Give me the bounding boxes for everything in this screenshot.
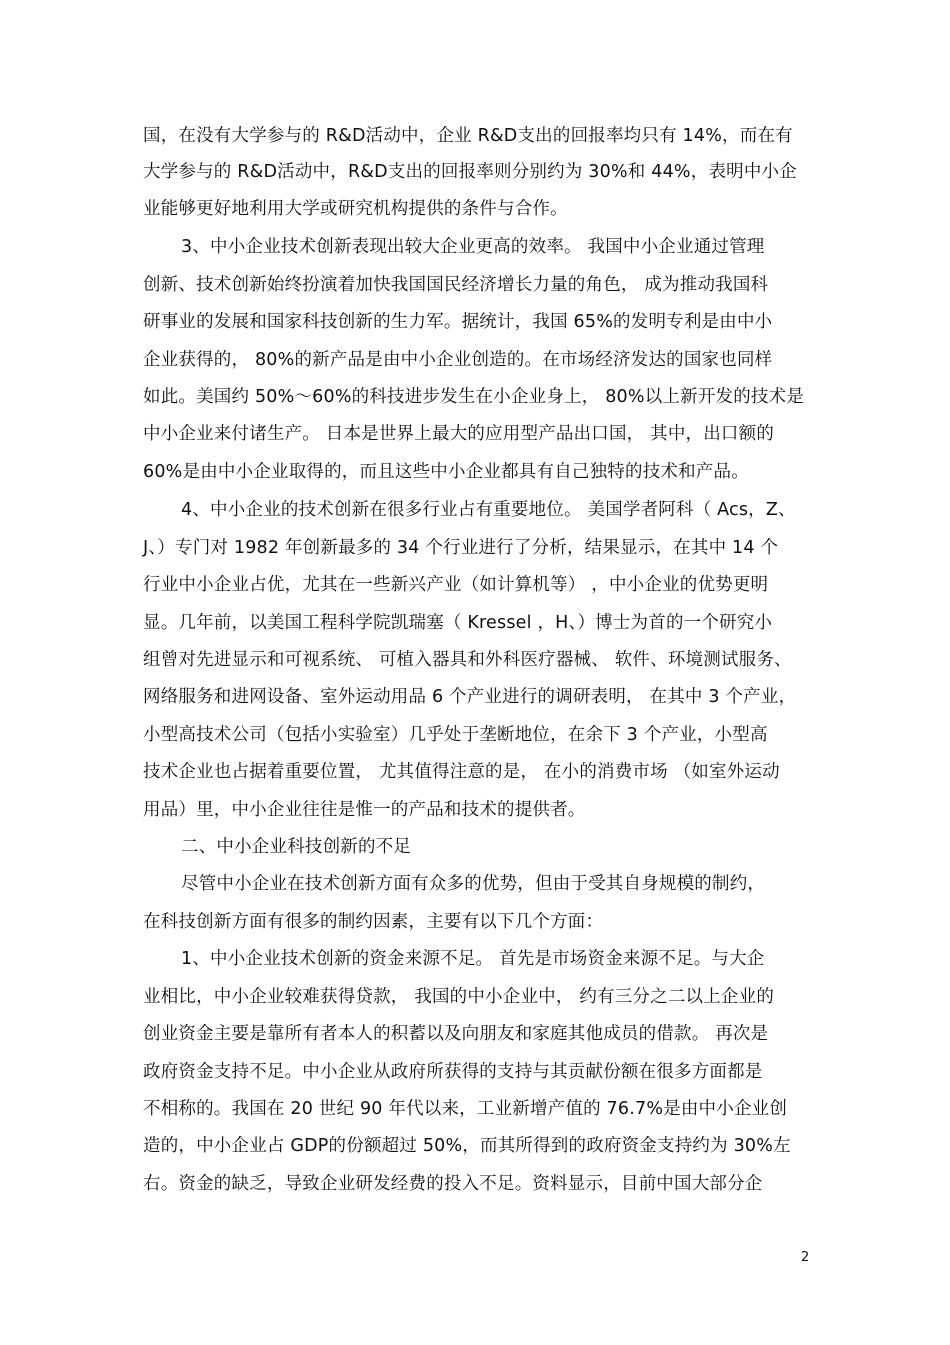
text-line: 用品）里，中小企业往往是惟一的产品和技术的提供者。 <box>143 800 586 820</box>
text-line: 创新、技术创新始终扮演着加快我国国民经济增长力量的角色， 成为推动我国科 <box>143 275 769 295</box>
text-line: 研事业的发展和国家科技创新的生力军。据统计，我国 65%的发明专利是由中小 <box>143 312 773 332</box>
text-line: 3、中小企业技术创新表现出较大企业更高的效率。 我国中小企业通过管理 <box>181 237 765 257</box>
text-line: 不相称的。我国在 20 世纪 90 年代以来，工业新增产值的 76.7%是由中小企业创 <box>143 1099 788 1119</box>
text-line: 尽管中小企业在技术创新方面有众多的优势，但由于受其自身规模的制约， <box>181 874 766 894</box>
page-number: 2 <box>801 1250 810 1265</box>
text-line: 60%是由中小企业取得的，而且这些中小企业都具有自己独特的技术和产品。 <box>143 462 749 482</box>
text-line: 业相比，中小企业较难获得贷款， 我国的中小企业中， 约有三分之二以上企业的 <box>143 987 775 1007</box>
text-line: 中小企业来付诸生产。 日本是世界上最大的应用型产品出口国， 其中，出口额的 <box>143 424 775 444</box>
text-line: 造的，中小企业占 GDP的份额超过 50%，而其所得到的政府资金支持约为 30%左 <box>143 1136 791 1156</box>
text-line: 技术企业也占据着重要位置， 尤其值得注意的是， 在小的消费市场 （如室外运动 <box>143 762 780 782</box>
text-line: 显。几年前，以美国工程科学院凯瑞塞（ Kressel ，H、）博士为首的一个研究小 <box>143 613 773 633</box>
text-line: 小型高技术公司（包括小实验室）几乎处于垄断地位，在余下 3 个产业，小型高 <box>143 725 768 745</box>
text-line: 4、中小企业的技术创新在很多行业占有重要地位。 美国学者阿科（ Acs，Z、 <box>181 500 796 520</box>
text-line: 国，在没有大学参与的 R&D活动中，企业 R&D支出的回报率均只有 14%，而在有 <box>143 126 793 146</box>
text-line: 政府资金支持不足。中小企业从政府所获得的支持与其贡献份额在很多方面都是 <box>143 1062 763 1082</box>
text-line: 右。资金的缺乏，导致企业研发经费的投入不足。资料显示，目前中国大部分企 <box>143 1174 763 1194</box>
text-line: 1、中小企业技术创新的资金来源不足。 首先是市场资金来源不足。与大企 <box>181 949 765 969</box>
text-line: 如此。美国约 50%～60%的科技进步发生在小企业身上， 80%以上新开发的技术是 <box>143 387 805 407</box>
text-line: 行业中小企业占优，尤其在一些新兴产业（如计算机等） ，中小企业的优势更明 <box>143 575 769 595</box>
text-line: 组曾对先进显示和可视系统、 可植入器具和外科医疗器械、 软件、环境测试服务、 <box>143 650 792 670</box>
text-line: 企业获得的， 80%的新产品是由中小企业创造的。在市场经济发达的国家也同样 <box>143 350 773 370</box>
text-line: 大学参与的 R&D活动中，R&D支出的回报率则分别约为 30%和 44%，表明中小企 <box>143 162 797 182</box>
text-line: J、）专门对 1982 年创新最多的 34 个行业进行了分析，结果显示，在其中 14 个 <box>143 538 779 558</box>
text-line: 网络服务和进网设备、室外运动用品 6 个产业进行的调研表明， 在其中 3 个产业， <box>143 687 797 707</box>
text-line: 创业资金主要是靠所有者本人的积蓄以及向朋友和家庭其他成员的借款。 再次是 <box>143 1024 769 1044</box>
text-line: 业能够更好地利用大学或研究机构提供的条件与合作。 <box>143 199 568 219</box>
section-heading: 二、中小企业科技创新的不足 <box>181 837 412 857</box>
text-line: 在科技创新方面有很多的制约因素，主要有以下几个方面： <box>143 912 604 932</box>
